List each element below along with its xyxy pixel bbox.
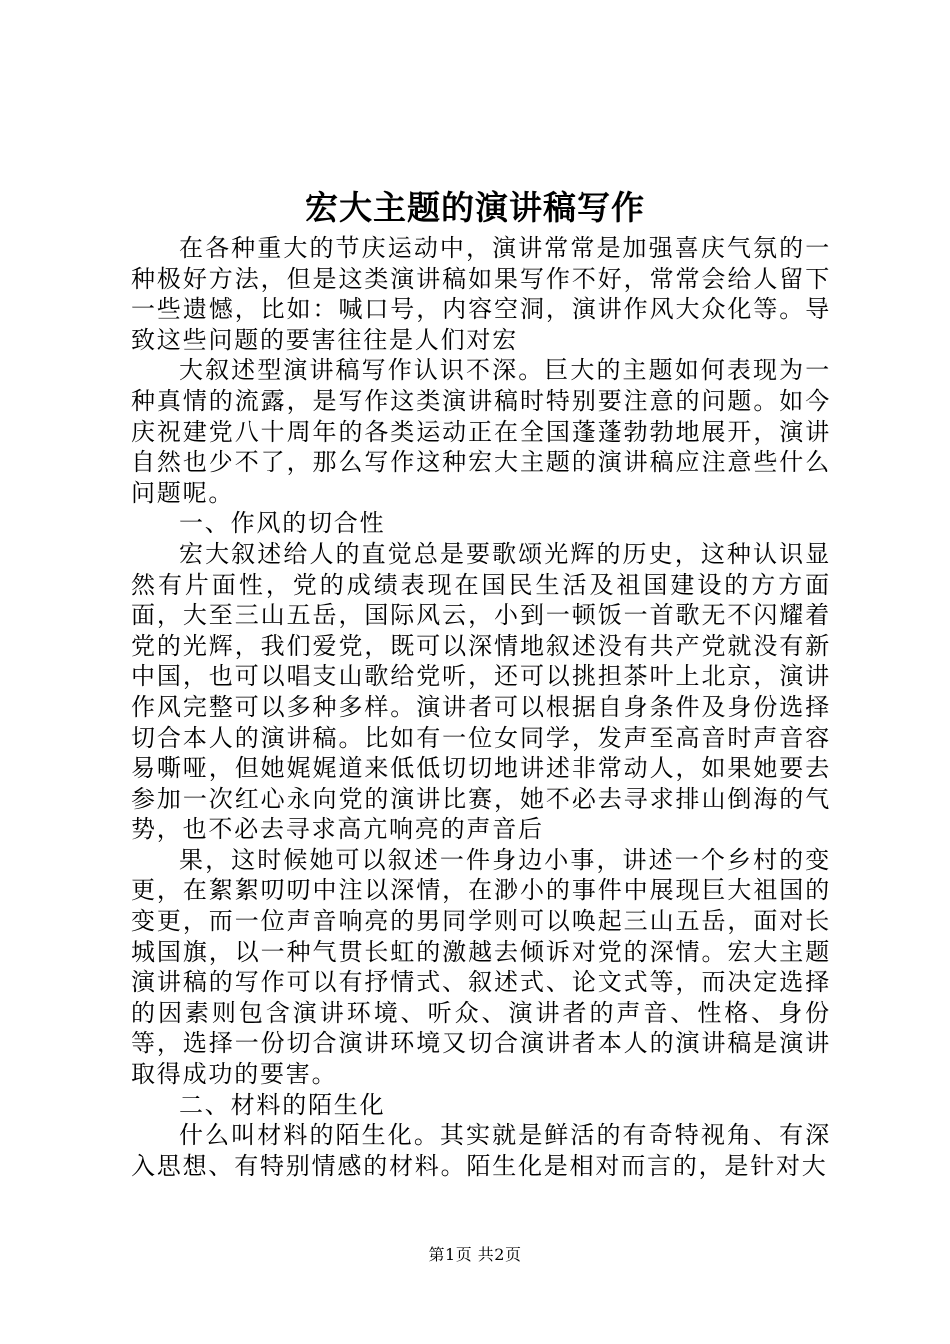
body-paragraph-3: 宏大叙述给人的直觉总是要歌颂光辉的历史，这种认识显然有片面性，党的成绩表现在国民生活及祖国建设的方方面面，大至三山五岳，国际风云，小到一顿饭一首歌无不闪耀着党的光辉，我们爱党，既可以深情地叙述没有共产党就没有新中国，也可以唱支山歌给党听，还可以挑担茶叶上北京，演讲作风完整可以多种多样。演讲者可以根据自身条件及身份选择切合本人的演讲稿。比如有一位女同学，发声至高音时声音容易嘶哑，但她娓娓道来低低切切地讲述非常动人，如果她要去参加一次红心永向党的演讲比赛，她不必去寻求排山倒海的气势，也不必去寻求高亢响亮的声音后 [131,539,831,844]
section-heading-1: 一、作风的切合性 [179,509,386,538]
section-heading-2: 二、材料的陌生化 [179,1090,386,1119]
body-paragraph-2: 大叙述型演讲稿写作认识不深。巨大的主题如何表现为一种真情的流露，是写作这类演讲稿时特别要注意的问题。如今庆祝建党八十周年的各类运动正在全国蓬蓬勃勃地展开，演讲自然也少不了，那么写作这种宏大主题的演讲稿应注意些什么问题呢。 [131,356,831,507]
body-paragraph-1: 在各种重大的节庆运动中，演讲常常是加强喜庆气氛的一种极好方法，但是这类演讲稿如果写作不好，常常会给人留下一些遗憾，比如：喊口号，内容空洞，演讲作风大众化等。导致这些问题的要害往往是人们对宏 [131,234,831,354]
body-paragraph-4: 果，这时候她可以叙述一件身边小事，讲述一个乡村的变更，在絮絮叨叨中注以深情，在渺小的事件中展现巨大祖国的变更，而一位声音响亮的男同学则可以唤起三山五岳，面对长城国旗，以一种气贯长虹的激越去倾诉对党的深情。宏大主题演讲稿的写作可以有抒情式、叙述式、论文式等，而决定选择的因素则包含演讲环境、听众、演讲者的声音、性格、身份等，选择一份切合演讲环境又切合演讲者本人的演讲稿是演讲取得成功的要害。 [131,845,831,1089]
body-paragraph-5: 什么叫材料的陌生化。其实就是鲜活的有奇特视角、有深入思想、有特别情感的材料。陌生化是相对而言的，是针对大 [131,1121,831,1180]
page-number-footer: 第1页 共2页 [428,1245,522,1264]
document-body [131,233,831,1181]
document-title: 宏大主题的演讲稿写作 [305,188,645,227]
